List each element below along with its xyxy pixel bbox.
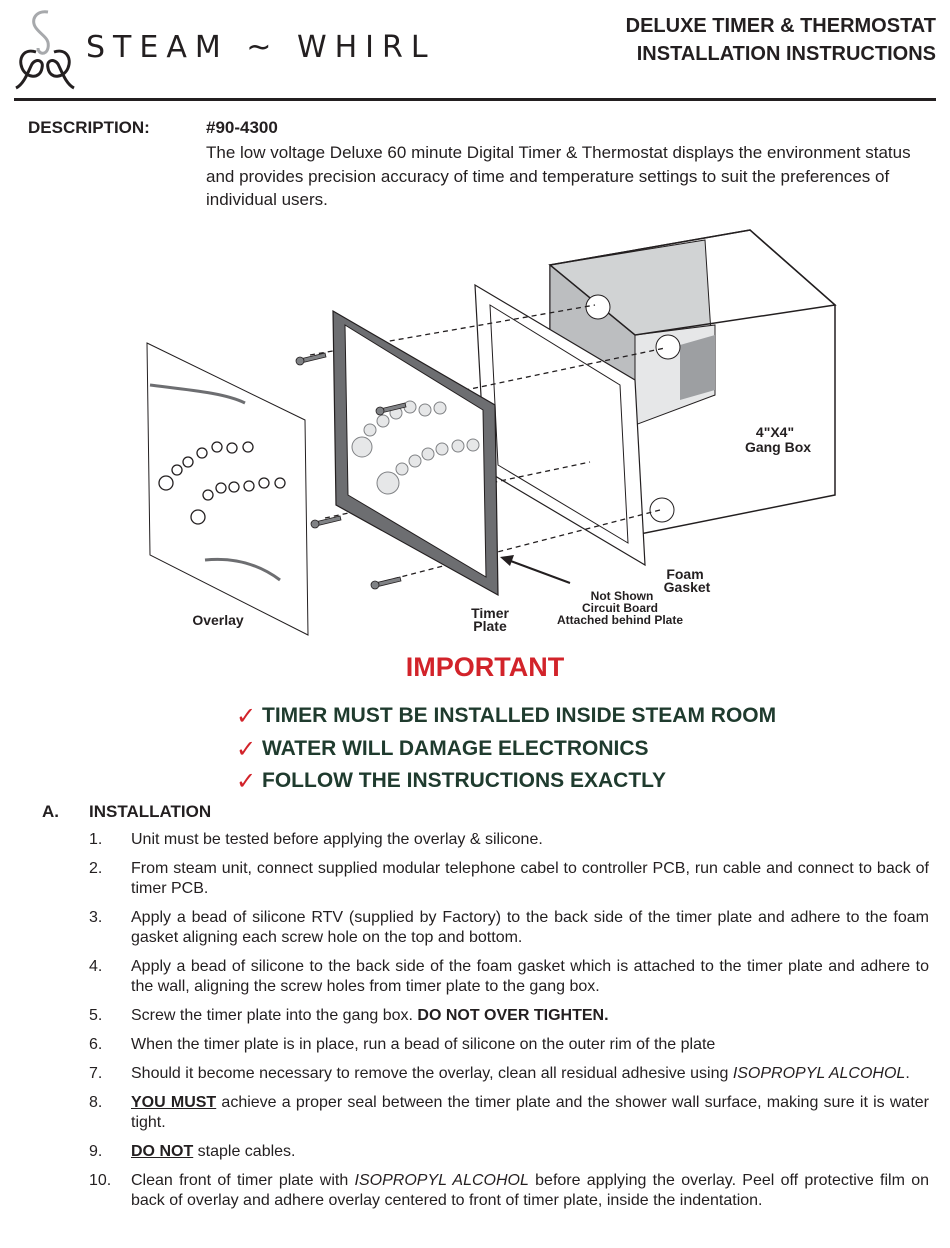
step-number: 2.	[89, 860, 103, 877]
step-text	[131, 1093, 929, 1133]
step-text-plain: Should it become necessary to remove the overlay, clean all residual adhesive using	[131, 1065, 733, 1082]
step-text	[131, 1006, 929, 1026]
step-number: 3.	[89, 909, 103, 926]
list-item	[89, 1006, 929, 1026]
circuit-board-callout	[500, 555, 683, 627]
exploded-assembly-diagram	[140, 225, 840, 640]
installation-steps	[89, 830, 929, 1220]
step-number: 1.	[89, 831, 103, 848]
brand-name: STEAM ~ WHIRL	[86, 30, 436, 65]
overlay-panel	[147, 343, 308, 635]
list-item	[89, 859, 929, 899]
list-item	[89, 957, 929, 997]
step-text-tail: achieve a proper seal between the timer plate and the shower wall surface, making sure it is water tight.	[131, 1094, 929, 1131]
warning-text: FOLLOW THE INSTRUCTIONS EXACTLY	[262, 769, 667, 793]
checkmark-icon: ✓	[236, 734, 257, 763]
foam-gasket-label-1: Foam	[666, 566, 704, 582]
step-text-tail: .	[905, 1065, 910, 1082]
list-item	[89, 1171, 929, 1211]
document-title	[626, 12, 936, 68]
description-text: The low voltage Deluxe 60 minute Digital Timer & Thermostat displays the environment status and provides precision accuracy of time and temperature settings to suit the preferences of individual users.	[206, 143, 911, 209]
step-text: Unit must be tested before applying the overlay & silicone.	[131, 831, 543, 848]
circuit-label-2: Circuit Board	[581, 601, 659, 615]
step-text	[131, 1171, 929, 1211]
step-text-plain: Screw the timer plate into the gang box.	[131, 1007, 418, 1024]
title-line-1: DELUXE TIMER & THERMOSTAT	[625, 15, 936, 37]
step-text-italic: ISOPROPYL ALCOHOL	[354, 1172, 529, 1189]
step-number: 10.	[89, 1172, 112, 1189]
step-number: 9.	[89, 1143, 103, 1160]
step-text-italic: ISOPROPYL ALCOHOL	[732, 1065, 906, 1082]
step-text	[131, 1064, 929, 1084]
list-item	[89, 1035, 929, 1055]
step-text-bold: YOU MUST	[131, 1094, 217, 1111]
title-line-2: INSTALLATION INSTRUCTIONS	[636, 43, 936, 65]
timer-plate-label-1: Timer	[471, 605, 509, 621]
overlay-label: Overlay	[192, 612, 244, 628]
steam-whirl-logo	[14, 8, 76, 94]
section-title: INSTALLATION	[89, 802, 212, 821]
header-divider	[14, 98, 936, 101]
gang-box-label-1: 4"X4"	[755, 424, 795, 440]
step-number: 5.	[89, 1007, 103, 1024]
warning-item	[236, 765, 776, 798]
step-text: Apply a bead of silicone RTV (supplied by Factory) to the back side of the timer plate and adhere to the foam gasket aligning each screw hole on the top and bottom.	[131, 909, 929, 946]
warning-item	[236, 700, 776, 733]
step-text-bold: DO NOT	[131, 1143, 194, 1160]
step-text-bold: DO NOT OVER TIGHTEN.	[417, 1007, 609, 1024]
circuit-label-3: Attached behind Plate	[556, 613, 684, 627]
step-text-tail: before applying the overlay. Peel off protective film on back of overlay and adhere overlay centered to front of timer plate, inside the indentation.	[131, 1172, 929, 1209]
step-number: 8.	[89, 1094, 103, 1111]
step-number: 4.	[89, 958, 103, 975]
list-item	[89, 1142, 929, 1162]
step-number: 7.	[89, 1065, 103, 1082]
list-item	[89, 908, 929, 948]
step-text: Apply a bead of silicone to the back side of the foam gasket which is attached to the timer plate and adhere to the wall, aligning the screw holes from timer plate to the gang box.	[131, 958, 929, 995]
important-heading: IMPORTANT	[405, 652, 565, 682]
checkmark-icon: ✓	[236, 702, 257, 731]
list-item	[89, 1093, 929, 1133]
list-item	[89, 1064, 929, 1084]
step-text	[131, 1142, 929, 1162]
step-text-tail: staple cables.	[193, 1143, 296, 1160]
warning-text: WATER WILL DAMAGE ELECTRONICS	[262, 736, 649, 760]
section-letter: A.	[42, 802, 59, 821]
step-text-plain: Clean front of timer plate with	[131, 1172, 355, 1189]
step-number: 6.	[89, 1036, 103, 1053]
description-label: DESCRIPTION:	[28, 118, 150, 137]
page-header	[0, 0, 950, 102]
foam-gasket-label-2: Gasket	[663, 579, 711, 595]
timer-plate-label-2: Plate	[473, 618, 507, 634]
step-text: When the timer plate is in place, run a bead of silicone on the outer rim of the plate	[131, 1036, 716, 1053]
model-number: #90-4300	[206, 118, 278, 137]
checkmark-icon: ✓	[236, 767, 257, 796]
warning-item	[236, 733, 776, 766]
gang-box-label-2: Gang Box	[744, 439, 812, 455]
warning-list	[236, 700, 776, 798]
step-text: From steam unit, connect supplied modular telephone cabel to controller PCB, run cable and connect to back of timer PCB.	[131, 860, 929, 897]
warning-text: TIMER MUST BE INSTALLED INSIDE STEAM ROOM	[262, 704, 777, 728]
circuit-label-1: Not Shown	[590, 589, 654, 603]
list-item	[89, 830, 929, 850]
